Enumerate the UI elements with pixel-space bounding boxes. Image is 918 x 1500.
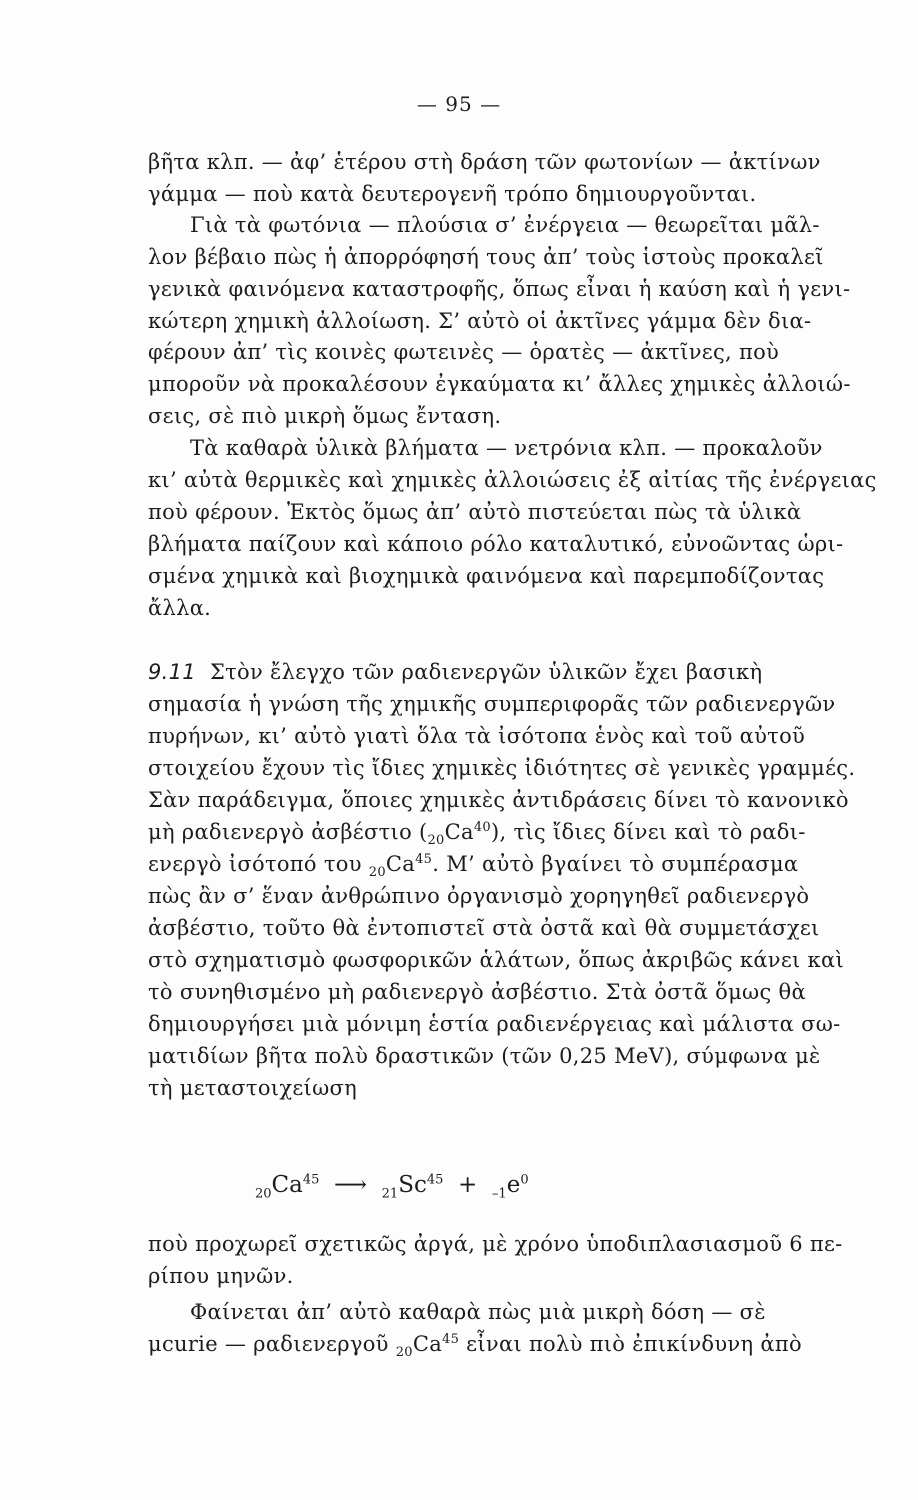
text-line: σεις, σὲ πιὸ μικρὴ ὅμως ἔνταση. (148, 404, 502, 428)
text-line: κι’ αὐτὰ θερμικὲς καὶ χημικὲς ἀλλοιώσεις ἐξ αἰτίας τῆς ἐνέργειας (148, 468, 877, 492)
text-line-ca45: ενεργὸ ἰσότοπό του $_{20}Ca^{45}$. Μ’ αὐτὸ βγαίνει τὸ συμπέρασμα (148, 852, 799, 881)
text-line: Στὸν ἔλεγχο τῶν ραδιενεργῶν ὑλικῶν ἔχει βασικὴ (209, 660, 763, 684)
text-line: γενικὰ φαινόμενα καταστροφῆς, ὅπως εἶναι ἡ καύση καὶ ἡ γενι- (148, 277, 851, 301)
nuclear-reaction-formula: $_{20}Ca^{45}$ ⟶ $_{21}Sc^{45} + _{-1}e^0$ (255, 1172, 529, 1202)
text-line: στὸ σχηματισμὸ φωσφορικῶν ἁλάτων, ὅπως ἀκριβῶς κάνει καὶ (148, 948, 844, 972)
text-line: βῆτα κλπ. — ἀφ’ ἑτέρου στὴ δράση τῶν φωτονίων — ἀκτίνων (148, 150, 821, 174)
text-line: ρίπου μηνῶν. (148, 1264, 294, 1288)
text-line: ποὺ φέρουν. Ἐκτὸς ὅμως ἀπ’ αὐτὸ πιστεύεται πὼς τὰ ὑλικὰ (148, 500, 802, 524)
text-line: σμένα χημικὰ καὶ βιοχημικὰ φαινόμενα καὶ παρεμποδίζοντας (148, 564, 825, 588)
text-line: δημιουργήσει μιὰ μόνιμη ἑστία ραδιενέργειας καὶ μάλιστα σω- (148, 1012, 841, 1036)
text-line: ἀσβέστιο, τοῦτο θὰ ἐντοπιστεῖ στὰ ὀστᾶ καὶ θὰ συμμετάσχει (148, 916, 820, 940)
text-line: στοιχείου ἔχουν τὶς ἴδιες χημικὲς ἰδιότητες σὲ γενικὲς γραμμές. (148, 756, 856, 780)
text-line: μποροῦν νὰ προκαλέσουν ἐγκαύματα κι’ ἄλλες χημικὲς ἀλλοιώ- (148, 372, 851, 396)
isotope-mass-number: 45 (415, 852, 433, 867)
page-number: — 95 — (416, 92, 502, 116)
text-line: Σὰν παράδειγμα, ὅποιες χημικὲς ἀντιδράσεις δίνει τὸ κανονικὸ (148, 788, 849, 812)
element-symbol: Ca (385, 852, 416, 876)
element-symbol: Ca (444, 820, 474, 844)
text-line: πυρήνων, κι’ αὐτὸ γιατὶ ὅλα τὰ ἰσότοπα ἑνὸς καὶ τοῦ αὐτοῦ (148, 724, 806, 748)
text-line: Φαίνεται ἀπ’ αὐτὸ καθαρὰ πὼς μιὰ μικρὴ δόση — σὲ (190, 1300, 766, 1324)
text-line: φέρουν ἀπ’ τὶς κοινὲς φωτεινὲς — ὁρατὲς — ἀκτῖνες, ποὺ (148, 340, 780, 364)
text-line: γάμμα — ποὺ κατὰ δευτερογενῆ τρόπο δημιουργοῦνται. (148, 182, 757, 206)
text-line: Τὰ καθαρὰ ὑλικὰ βλήματα — νετρόνια κλπ. — προκαλοῦν (190, 436, 823, 460)
text-line: ποὺ προχωρεῖ σχετικῶς ἀργά, μὲ χρόνο ὑποδιπλασιασμοῦ 6 πε- (148, 1232, 843, 1256)
text-line: σημασία ἡ γνώση τῆς χημικῆς συμπεριφορᾶς τῶν ραδιενεργῶν (148, 692, 836, 716)
reaction-arrow: ⟶ (334, 1172, 368, 1198)
text-line: ἄλλα. (148, 596, 212, 620)
text-line: Γιὰ τὰ φωτόνια — πλούσια σ’ ἐνέργεια — θεωρεῖται μᾶλ- (190, 213, 820, 237)
isotope-atomic-number: 20 (368, 865, 386, 881)
section-first-line (148, 660, 788, 684)
text-line: πὼς ἂν σ’ ἕναν ἀνθρώπινο ὀργανισμὸ χορηγηθεῖ ραδιενεργὸ (148, 884, 810, 908)
text-line: τὸ συνηθισμένο μὴ ραδιενεργὸ ἀσβέστιο. Στὰ ὀστᾶ ὅμως θὰ (148, 980, 806, 1004)
isotope-atomic-number: 20 (427, 833, 445, 849)
text-line: τὴ μεταστοιχείωση (148, 1076, 358, 1100)
text-line: λον βέβαιο πὼς ἡ ἀπορρόφησή τους ἀπ’ τοὺς ἱστοὺς προκαλεῖ (148, 245, 824, 269)
text-line: βλήματα παίζουν καὶ κάποιο ρόλο καταλυτικό, εὐνοῶντας ὡρι- (148, 532, 844, 556)
section-number: 9.11 (148, 660, 196, 684)
text-line-ca40: μὴ ραδιενεργὸ ἀσβέστιο $(_{20}Ca^{40})$, τὶς ἴδιες δίνει καὶ τὸ ραδι- (148, 820, 806, 849)
text-line: ματιδίων βῆτα πολὺ δραστικῶν (τῶν 0,25 MeV), σύμφωνα μὲ (148, 1044, 821, 1068)
text-line: κώτερη χημικὴ ἀλλοίωση. Σ’ αὐτὸ οἱ ἀκτῖνες γάμμα δὲν δια- (148, 309, 812, 333)
text-line-last: μcurie — ραδιενεργοῦ $_{20}Ca^{45}$ εἶναι πολὺ πιὸ ἐπικίνδυνη ἀπὸ (148, 1332, 802, 1361)
isotope-mass-number: 40 (473, 820, 491, 835)
